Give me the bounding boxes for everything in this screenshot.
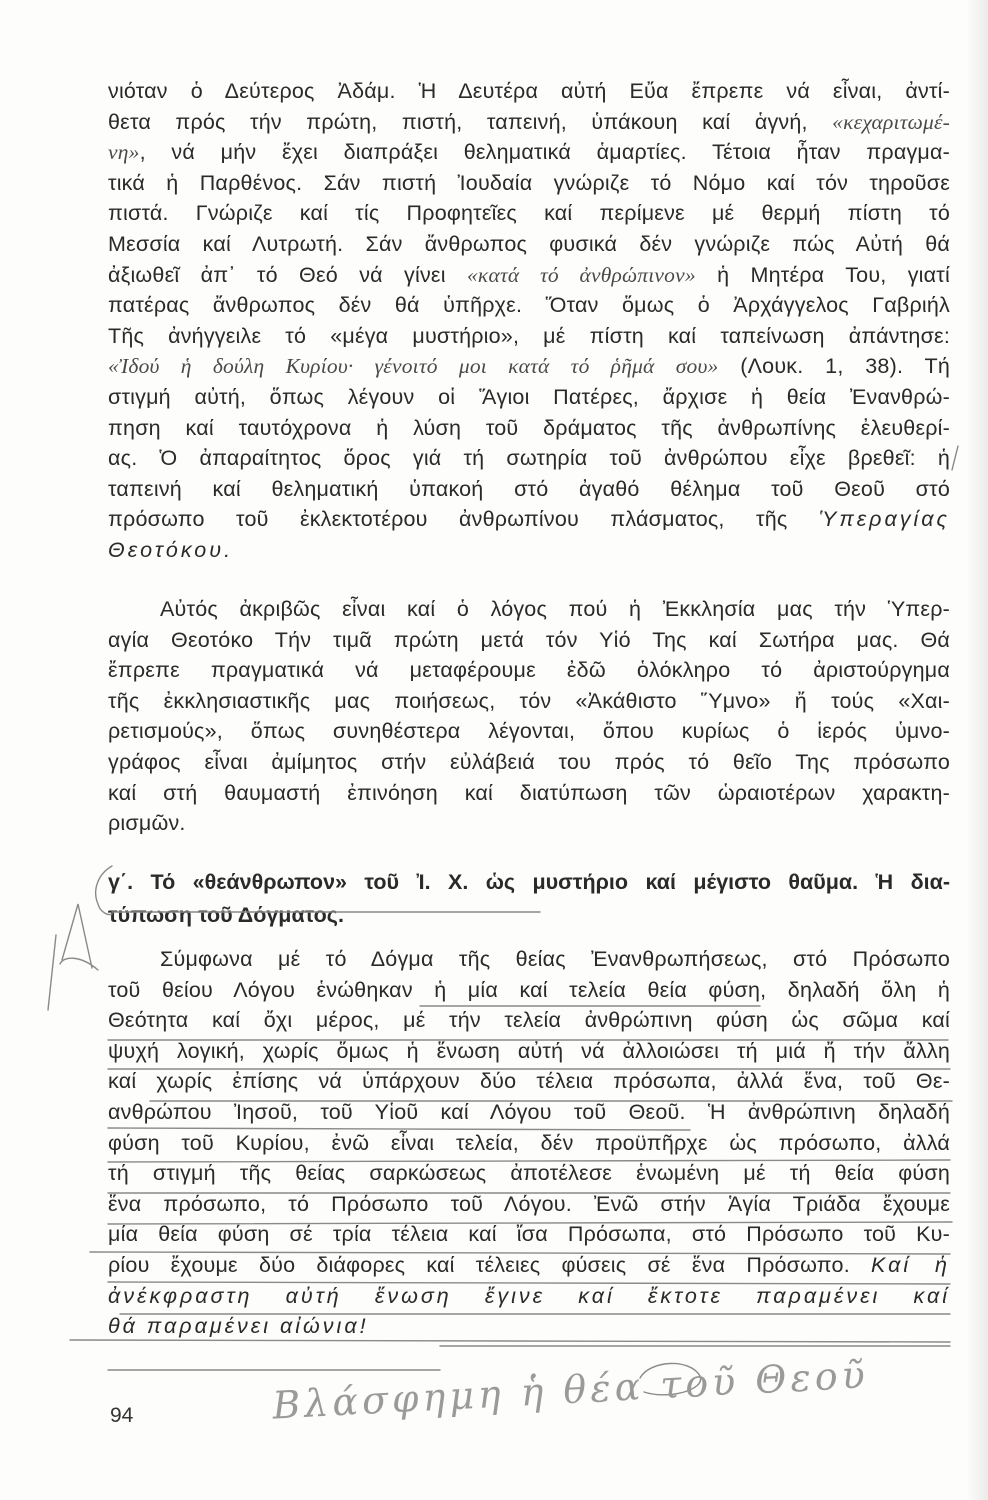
text-line: πιστά. Γνώριζε καί τίς Προφητεῖες καί περίμενε μέ θερμή πίστη τό bbox=[108, 201, 950, 226]
text-line: ἀξιωθεῖ ἀπ᾽ τό Θεό νά γίνει «κατά τό ἀνθρώπινον» ἡ Μητέρα Του, γιατί bbox=[108, 262, 950, 287]
quote-italic: «κεχαριτωμέ- bbox=[832, 109, 950, 134]
paragraph-2 bbox=[108, 594, 950, 839]
text-line: νιόταν ὁ Δεύτερος Ἀδάμ. Ἡ Δευτέρα αὐτή Εὔα ἔπρεπε νά εἶναι, ἀντί- bbox=[108, 79, 950, 103]
text-line: στιγμή αὐτή, ὅπως λέγουν οἱ Ἅγιοι Πατέρες, ἄρχισε ἡ θεία Ἐνανθρώ- bbox=[108, 384, 950, 409]
text-line: θετα πρός τήν πρώτη, πιστή, ταπεινή, ὑπάκουη καί ἁγνή, «κεχαριτωμέ- bbox=[108, 109, 950, 134]
text-line: ἔπρεπε πραγματικά νά μεταφέρουμε ἐδῶ ὁλόκληρο τό ἀριστούργημα bbox=[108, 658, 950, 683]
text-line: ταπεινή καί θεληματική ὑπακοή στό ἀγαθό θέλημα τοῦ Θεοῦ στό bbox=[108, 476, 950, 501]
emphasis-italic: ἀνέκφραστη αὐτή ἕνωση ἔγινε καί ἔκτοτε παραμένει καί bbox=[108, 1283, 950, 1308]
text-line: Σύμφωνα μέ τό Δόγμα τῆς θείας Ἐνανθρωπήσεως, στό Πρόσωπο bbox=[160, 947, 950, 971]
margin-stroke-mark bbox=[48, 935, 56, 1010]
quote-italic: νη» bbox=[108, 140, 140, 165]
quote-italic: «κατά τό ἀνθρώπινον» bbox=[466, 262, 696, 287]
emphasis-spaced: Θεοτόκου. bbox=[108, 537, 234, 562]
text-line: ας. Ὁ ἀπαραίτητος ὅρος γιά τή σωτηρία τοῦ ἀνθρώπου εἶχε βρεθεῖ: ἡ bbox=[108, 446, 950, 471]
text-line: Μεσσία καί Λυτρωτή. Σάν ἄνθρωπος φυσικά δέν γνώριζε πώς Αὐτή θά bbox=[108, 231, 950, 256]
text-line: ανθρώπου Ἰησοῦ, τοῦ Υἱοῦ καί Λόγου τοῦ Θεοῦ. Ἡ ἀνθρώπινη δηλαδή bbox=[108, 1099, 950, 1124]
heading-line: γ΄. Τό «θεάνθρωπον» τοῦ Ἰ. Χ. ὡς μυστήριο καί μέγιστο θαῦμα. Ἡ δια- bbox=[108, 870, 950, 894]
text-line: ψυχή λογική, χωρίς ὅμως ἡ ἕνωση αὐτή νά ἀλλοιώσει τή μιά ἤ τήν ἄλλη bbox=[108, 1038, 950, 1063]
scripture-quote: «Ἰδού ἡ δούλη Κυρίου· γένοιτό μοι κατά τό ῥῆμά σου» bbox=[108, 354, 719, 379]
heading-line: τύπωση τοῦ Δόγματος. bbox=[108, 903, 344, 927]
emphasis-italic: Καί ἡ bbox=[871, 1252, 950, 1277]
text-line: τοῦ θείου Λόγου ἑνώθηκαν ἡ μία καί τελεία θεία φύση, δηλαδή ὅλη ἡ bbox=[108, 977, 950, 1002]
text-line: ρισμῶν. bbox=[108, 811, 186, 836]
handwritten-note: Βλάσφημη ἡ θέα τοῦ Θεοῦ bbox=[271, 1352, 870, 1428]
text-line: τή στιγμή τῆς θείας σαρκώσεως ἀποτέλεσε ἑνωμένη μέ τή θεία φύση bbox=[108, 1161, 950, 1186]
text-line: καί χωρίς ἐπίσης νά ὑπάρχουν δύο τέλεια πρόσωπα, ἀλλά ἕνα, τοῦ Θε- bbox=[108, 1069, 950, 1094]
text-line: πατέρας ἄνθρωπος δέν θά ὑπῆρχε. Ὅταν ὅμως ὁ Ἀρχάγγελος Γαβριήλ bbox=[108, 293, 950, 318]
text-line bbox=[108, 535, 950, 566]
paragraph-1 bbox=[108, 76, 950, 566]
text-line: τικά ἡ Παρθένος. Σάν πιστή Ἰουδαία γνώριζε τό Νόμο καί τόν τηροῦσε bbox=[108, 170, 950, 195]
page-number: 94 bbox=[110, 1404, 134, 1427]
text-line: πηση καί ταυτόχρονα ἡ λύση τοῦ δράματος τῆς ἀνθρωπίνης ἐλευθερί- bbox=[108, 415, 950, 440]
text-line: αγία Θεοτόκο Τήν τιμᾶ πρώτη μετά τόν Υἱό Της καί Σωτήρα μας. Θά bbox=[108, 627, 950, 652]
text-line: γράφος εἶναι ἀμίμητος στήν εὐλάβειά του πρός τό θεῖο Της πρόσωπο bbox=[108, 749, 950, 774]
text-line: πρόσωπο τοῦ ἐκλεκτοτέρου ἀνθρωπίνου πλάσματος, τῆς Ὑπεραγίας bbox=[108, 507, 950, 532]
text-line: φύση τοῦ Κυρίου, ἐνῶ εἶναι τελεία, δέν προϋπῆρχε ὡς πρόσωπο, ἀλλά bbox=[108, 1130, 950, 1155]
paragraph-3 bbox=[108, 944, 950, 1342]
text-line bbox=[108, 1281, 950, 1312]
text-line: Τῆς ἀνήγγειλε τό «μέγα μυστήριο», μέ πίστη καί ταπείνωση ἀπάντησε: bbox=[108, 323, 950, 348]
text-line: καί στή θαυμαστή ἐπινόηση καί διατύπωση τῶν ὡραιοτέρων χαρακτη- bbox=[108, 780, 950, 805]
emphasis-italic: θά παραμένει αἰώνια! bbox=[108, 1314, 369, 1339]
text-line: τῆς ἐκκλησιαστικῆς μας ποιήσεως, τόν «Ἀκάθιστο Ὕμνο» ἤ τούς «Χαι- bbox=[108, 688, 950, 713]
section-heading bbox=[108, 866, 950, 932]
text-line: ἕνα πρόσωπο, τό Πρόσωπο τοῦ Λόγου. Ἐνῶ στήν Ἁγία Τριάδα ἔχουμε bbox=[108, 1191, 950, 1216]
text-line: νη», νά μήν ἔχει διαπράξει θεληματικά ἁμαρτίες. Τέτοια ἦταν πραγμα- bbox=[108, 140, 950, 165]
text-line bbox=[108, 1311, 950, 1342]
text-line: Θεότητα καί ὄχι μέρος, μέ τήν τελεία ἀνθρώπινη φύση ὡς σῶμα καί bbox=[108, 1008, 950, 1033]
text-line: ρετισμούς», ὅπως συνηθέστερα λέγονται, ὅπου κυρίως ὁ ἱερός ὑμνο- bbox=[108, 719, 950, 744]
text-line: μία θεία φύση σέ τρία τέλεια καί ἴσα Πρόσωπα, στό Πρόσωπο τοῦ Κυ- bbox=[108, 1222, 950, 1247]
emphasis-spaced: Ὑπεραγίας bbox=[818, 507, 950, 532]
page-edge-shadow bbox=[966, 0, 988, 1500]
margin-triangle-mark bbox=[60, 904, 98, 970]
text-line: ρίου ἔχουμε δύο διάφορες καί τέλειες φύσεις σέ ἕνα Πρόσωπο. Καί ἡ bbox=[108, 1252, 950, 1277]
text-line: «Ἰδού ἡ δούλη Κυρίου· γένοιτό μοι κατά τό ῥῆμά σου» (Λουκ. 1, 38). Τή bbox=[108, 354, 950, 379]
margin-tick-mark bbox=[952, 446, 958, 470]
text-line: Αὐτός ἀκριβῶς εἶναι καί ὁ λόγος πού ἡ Ἐκκλησία μας τήν Ὑπερ- bbox=[160, 597, 950, 621]
